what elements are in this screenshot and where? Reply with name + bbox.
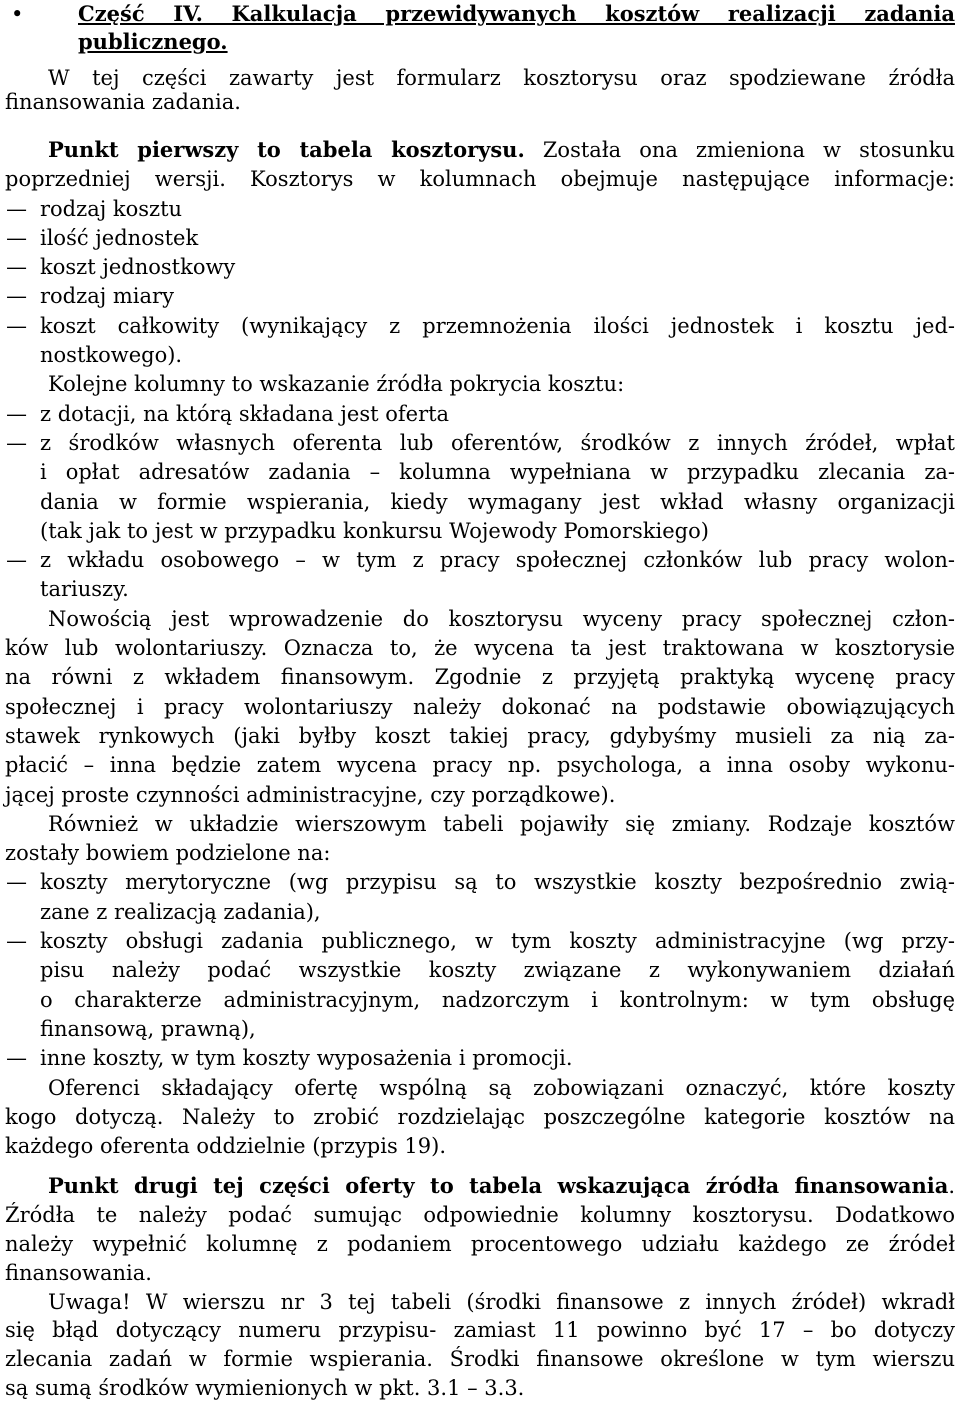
list-item-text: zane z realizacją zadania),	[40, 899, 321, 924]
list-item-text: ilość jednostek	[40, 225, 199, 250]
joint-offer-paragraph	[0, 1074, 960, 1162]
list-item-text: tariuszy.	[40, 577, 129, 602]
text-line: Również w układzie wierszowym tabeli pojawiły się zmiany. Rodzaje kosztów	[48, 811, 955, 836]
dash-marker: –	[5, 225, 29, 250]
funding-sources-list	[0, 400, 960, 605]
text-line: należy wypełnić kolumnę z podaniem procentowego udziału każdego ze źródeł	[5, 1231, 955, 1256]
list-item-text: o charakterze administracyjnym, nadzorczym i kontrolnym: w tym obsługę	[40, 987, 955, 1012]
dash-marker: –	[5, 284, 29, 309]
text-line: społecznej i pracy wolontariuszy należy dokonać na podstawie obowiązujących	[5, 694, 955, 719]
bold-lead: Punkt drugi tej części oferty to tabela wskazująca źródła finansowania	[48, 1172, 949, 1198]
dash-marker: –	[5, 255, 29, 280]
bold-lead: Punkt pierwszy to tabela kosztorysu.	[48, 137, 525, 162]
cost-categories-list	[0, 868, 960, 1073]
text-line: się błąd dotyczący numeru przypisu- zamiast 11 powinno być 17 – bo dotyczy	[5, 1318, 955, 1343]
list-item-text: rodzaj kosztu	[40, 196, 183, 221]
text-line: każdego oferenta oddzielnie (przypis 19).	[5, 1134, 447, 1159]
text-line: W tej części zawarty jest formularz kosztorysu oraz spodziewane źródła	[48, 66, 955, 90]
rows-intro-paragraph	[0, 810, 960, 869]
list-item-continuation	[40, 341, 955, 370]
text-line: jącej proste czynności administracyjne, czy porządkowe).	[5, 782, 616, 807]
list-item	[5, 224, 955, 253]
list-item-text: rodzaj miary	[40, 284, 174, 309]
dash-marker: –	[5, 929, 29, 954]
dash-marker: –	[5, 1046, 29, 1071]
heading-line: publicznego.	[78, 29, 228, 54]
list-item-continuation	[40, 575, 955, 604]
list-item-text: koszt całkowity (wynikający z przemnożenia ilości jednostek i kosztu jed-	[40, 313, 955, 338]
text-line: stawek rynkowych (jaki byłby koszt takiej pracy, gdybyśmy musieli za nią za-	[5, 723, 955, 748]
text-line: finansowania.	[5, 1260, 152, 1285]
funding-paragraph	[0, 1172, 960, 1288]
list-item-continuation	[40, 898, 955, 927]
list-item-continuation	[40, 488, 955, 517]
text-line: kogo dotyczą. Należy to zrobić rozdzielając poszczególne kategorie kosztów na	[5, 1104, 955, 1129]
text-line: ków lub wolontariuszy. Oznacza to, że wycena ta jest traktowana w kosztorysie	[5, 636, 955, 661]
heading-line: Część IV. Kalkulacja przewidywanych kosztów realizacji zadania	[78, 1, 955, 26]
list-item-text: z środków własnych oferenta lub oferentów, środków z innych źródeł, wpłat	[40, 430, 955, 455]
list-item	[5, 400, 955, 429]
text-line: na równi z wkładem finansowym. Zgodnie z przyjętą praktyką wycenę pracy	[5, 665, 955, 690]
note-paragraph	[0, 1288, 960, 1403]
text-line: Nowością jest wprowadzenie do kosztorysu wyceny pracy społecznej człon-	[48, 606, 955, 631]
bullet-marker: •	[11, 2, 24, 26]
list-item-continuation	[40, 517, 955, 546]
list-item-continuation	[40, 1015, 955, 1044]
list-item-text: koszty obsługi zadania publicznego, w tym koszty administracyjne (wg przy-	[40, 929, 955, 954]
dash-marker: –	[5, 401, 29, 426]
funding-sources-section	[0, 1172, 960, 1403]
list-item-text: i opłat adresatów zadania – kolumna wypełniana w przypadku zlecania za-	[40, 460, 955, 485]
intro-paragraph	[0, 66, 960, 114]
text-line	[48, 1172, 955, 1201]
list-item-text: dania w formie wspierania, kiedy wymagany jest wkład własny organizacji	[40, 489, 955, 514]
list-item-text: nostkowego).	[40, 343, 183, 368]
text-line	[48, 135, 955, 165]
list-item	[5, 253, 955, 282]
list-item-text: (tak jak to jest w przypadku konkursu Wojewody Pomorskiego)	[40, 518, 709, 543]
text-line: są sumą środków wymienionych w pkt. 3.1 – 3.3.	[5, 1376, 525, 1401]
list-item-continuation	[40, 956, 955, 985]
text-line: Kolejne kolumny to wskazanie źródła pokrycia kosztu:	[48, 372, 625, 397]
list-item-continuation	[40, 458, 955, 487]
list-item	[5, 868, 955, 897]
list-item-text: finansową, prawną),	[40, 1016, 256, 1041]
list-item-continuation	[40, 986, 955, 1015]
text-line: finansowania zadania.	[5, 90, 241, 114]
text-line: zostały bowiem podzielone na:	[5, 841, 331, 866]
cost-estimate-section	[0, 135, 960, 1161]
text-line: zlecania zadań w formie wspierania. Środki finansowe określone w tym wierszu	[5, 1347, 955, 1372]
dash-marker: –	[5, 870, 29, 895]
dash-marker: –	[5, 430, 29, 455]
text-run: .	[948, 1173, 955, 1198]
dash-marker: –	[5, 313, 29, 338]
list-item-text: pisu należy podać wszystkie koszty związane z wykonywaniem działań	[40, 958, 955, 983]
list-item	[5, 195, 955, 224]
novelty-paragraph	[0, 605, 960, 810]
text-line: Oferenci składający ofertę wspólną są zobowiązani oznaczyć, które koszty	[48, 1075, 955, 1100]
list-item-text: z dotacji, na którą składana jest oferta	[40, 401, 450, 426]
text-line: Źródła te należy podać sumując odpowiednie kolumny kosztorysu. Dodatkowo	[5, 1202, 955, 1227]
text-run: Została ona zmieniona w stosunku	[542, 138, 955, 162]
list-item-text: koszt jednostkowy	[40, 255, 236, 280]
list-item	[5, 927, 955, 956]
cost-columns-list	[0, 195, 960, 371]
dash-marker: –	[5, 196, 29, 221]
text-line: poprzedniej wersji. Kosztorys w kolumnach obejmuje następujące informacje:	[5, 167, 955, 192]
section-heading	[0, 0, 960, 56]
list-item-text: z wkładu osobowego – w tym z pracy społecznej członków lub pracy wolon-	[40, 548, 955, 573]
dash-marker: –	[5, 548, 29, 573]
list-item-text: inne koszty, w tym koszty wyposażenia i promocji.	[40, 1046, 573, 1071]
list-item	[5, 282, 955, 311]
text-line: Uwaga! W wierszu nr 3 tej tabeli (środki finansowe z innych źródeł) wkradł	[48, 1289, 955, 1314]
list-item	[5, 546, 955, 575]
list-item	[5, 429, 955, 458]
list-item	[5, 1044, 955, 1073]
list-item-text: koszty merytoryczne (wg przypisu są to wszystkie koszty bezpośrednio zwią-	[40, 870, 955, 895]
list-item	[5, 312, 955, 341]
text-line: płacić – inna będzie zatem wycena pracy np. psychologa, a inna osoby wykonu-	[5, 753, 955, 778]
